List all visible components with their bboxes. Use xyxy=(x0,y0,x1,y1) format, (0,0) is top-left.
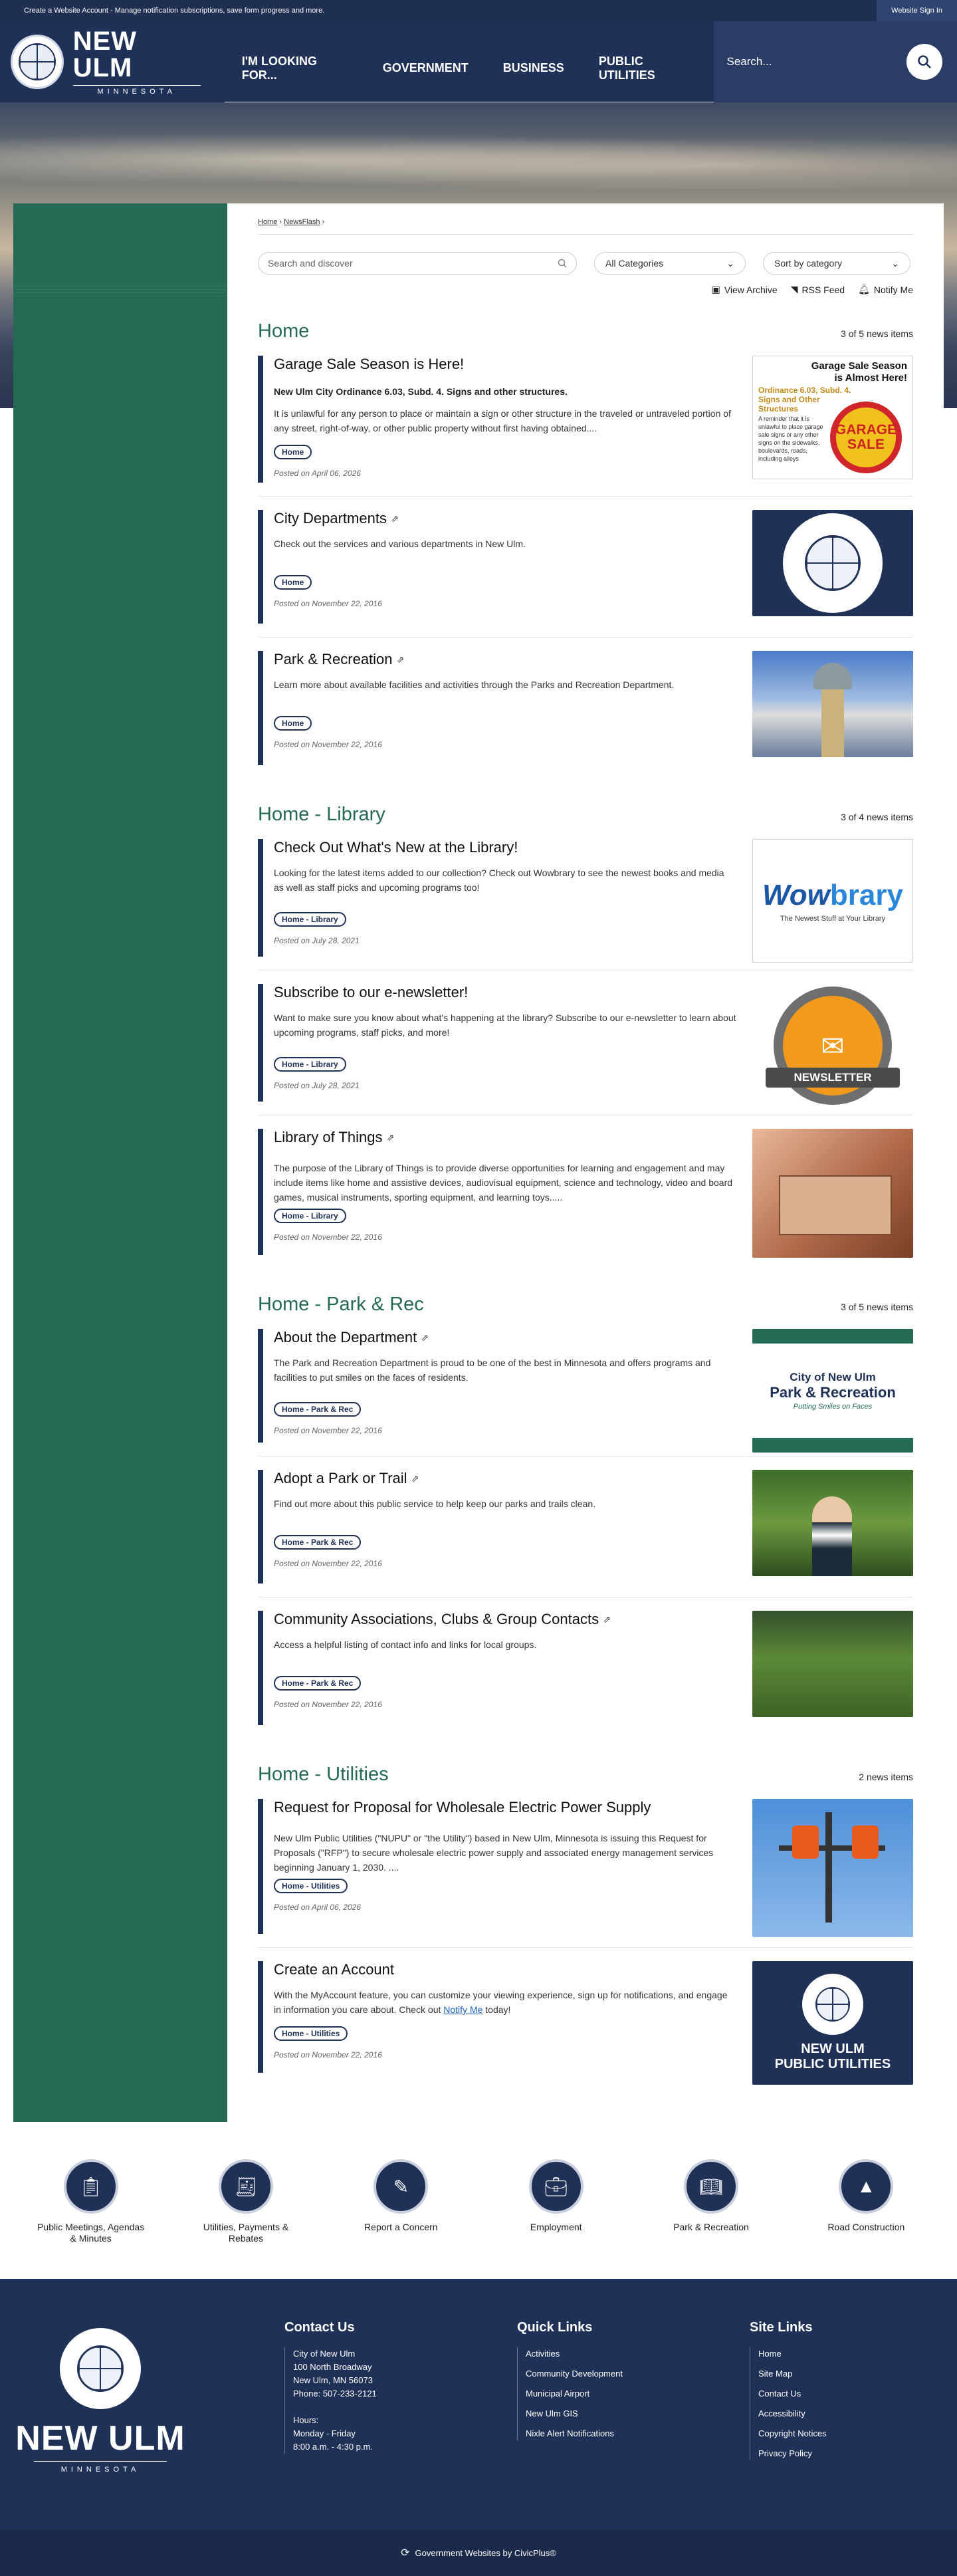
quick-link-employment[interactable] xyxy=(500,2159,613,2279)
book-icon: 📖︎ xyxy=(684,2159,738,2214)
posted-date: Posted on November 22, 2016 xyxy=(274,2050,382,2059)
footer-site-links xyxy=(750,2320,827,2467)
list-item xyxy=(258,1470,913,1597)
filters xyxy=(258,252,913,275)
list-item xyxy=(258,1329,913,1457)
thumb-ordinance: Ordinance 6.03, Subd. 4. Signs and Other Structures xyxy=(758,386,851,413)
search-button[interactable] xyxy=(906,44,942,80)
list-item xyxy=(258,651,913,778)
news-thumbnail[interactable] xyxy=(752,1799,913,1937)
list-item xyxy=(258,356,913,497)
footer-link[interactable]: Nixle Alert Notifications xyxy=(526,2428,614,2438)
news-subtitle: New Ulm City Ordinance 6.03, Subd. 4. Signs and other structures. xyxy=(274,386,568,397)
news-tools xyxy=(258,284,913,295)
section-count: 3 of 5 news items xyxy=(841,328,913,339)
search-icon xyxy=(917,55,932,69)
category-tag[interactable]: Home - Utilities xyxy=(274,2026,348,2041)
chevron-down-icon: ⌄ xyxy=(891,257,899,269)
posted-date: Posted on April 06, 2026 xyxy=(274,1903,361,1912)
news-description: Looking for the latest items added to our collection? Check out Wowbrary to see the newest books and media as well as staff picks and upcoming programs too! xyxy=(274,868,724,893)
posted-date: Posted on April 06, 2026 xyxy=(274,469,361,478)
quick-link-park-rec[interactable] xyxy=(655,2159,768,2279)
section-title[interactable]: Home - Utilities xyxy=(258,1764,389,1785)
posted-date: Posted on November 22, 2016 xyxy=(274,1426,382,1435)
rss-feed-label: RSS Feed xyxy=(801,284,845,295)
news-description: The Park and Recreation Department is proud to be one of the best in Minnesota and offers programs and facilities to put smiles on the faces of residents. xyxy=(274,1357,711,1383)
footer-link[interactable]: Site Map xyxy=(758,2369,793,2379)
chat-icon: ✎ xyxy=(373,2159,428,2214)
park-rec-logo-line1: City of New Ulm xyxy=(790,1371,876,1383)
wowbrary-logo xyxy=(762,879,903,912)
footer-link[interactable]: Accessibility xyxy=(758,2408,805,2418)
quick-link-utilities[interactable] xyxy=(189,2159,302,2279)
category-select[interactable] xyxy=(594,252,746,275)
news-thumbnail[interactable] xyxy=(752,1611,913,1717)
newsletter-label: NEWSLETTER xyxy=(766,1068,900,1088)
footer-contact xyxy=(284,2320,377,2454)
list-item xyxy=(258,839,913,971)
news-search-placeholder: Search and discover xyxy=(268,258,353,269)
news-title-link[interactable]: Community Associations, Clubs & Group Contacts xyxy=(274,1611,599,1627)
notify-me-link[interactable] xyxy=(858,284,913,295)
footer-logo-title: NEW ULM xyxy=(15,2419,185,2458)
news-thumbnail[interactable] xyxy=(752,984,913,1108)
sort-select-value: Sort by category xyxy=(774,258,842,269)
posted-date: Posted on November 22, 2016 xyxy=(274,1232,382,1242)
news-title-link[interactable]: Adopt a Park or Trail xyxy=(274,1470,407,1486)
news-title-link[interactable]: Library of Things xyxy=(274,1129,383,1145)
footer-link[interactable]: Privacy Policy xyxy=(758,2448,812,2458)
news-title-link[interactable]: Create an Account xyxy=(274,1961,395,1978)
city-seal-icon xyxy=(60,2328,141,2409)
list-item xyxy=(258,510,913,638)
city-seal-icon xyxy=(11,35,64,89)
city-seal-icon xyxy=(783,513,883,613)
section-title[interactable]: Home xyxy=(258,320,310,342)
rss-feed-link[interactable] xyxy=(791,284,845,295)
city-seal-icon xyxy=(802,1974,863,2035)
envelope-icon: ✉ xyxy=(783,996,883,1096)
view-archive-link[interactable] xyxy=(712,284,778,295)
news-thumbnail[interactable] xyxy=(752,510,913,616)
posted-date: Posted on November 22, 2016 xyxy=(274,599,382,608)
news-description: The purpose of the Library of Things is to provide diverse opportunities for learning and engagement and may include items like home and assistive devices, audiovisual equipment, science and technology, video and board games, musical instruments, sporting equipment, and learning toys..... xyxy=(274,1163,733,1203)
news-title-link[interactable]: Request for Proposal for Wholesale Electric Power Supply xyxy=(274,1799,651,1815)
category-tag[interactable]: Home - Park & Rec xyxy=(274,1535,361,1550)
left-sidebar xyxy=(13,203,227,2122)
quick-link-label: Utilities, Payments & Rebates xyxy=(203,2222,289,2244)
external-link-icon: ⇗ xyxy=(390,513,399,524)
desc-text-before: With the MyAccount feature, you can customize your viewing experience, sign up for notifications, and engage in information you care about. Check out xyxy=(274,1990,728,2015)
news-title-link[interactable]: About the Department xyxy=(274,1329,417,1346)
quick-link-label: Park & Recreation xyxy=(673,2222,749,2232)
breadcrumb-newsflash[interactable]: NewsFlash xyxy=(284,218,320,226)
quick-link-label: Report a Concern xyxy=(364,2222,438,2232)
category-tag[interactable]: Home xyxy=(274,575,312,590)
posted-date: Posted on November 22, 2016 xyxy=(274,1700,382,1709)
category-select-value: All Categories xyxy=(605,258,664,269)
section-count: 2 news items xyxy=(859,1772,913,1782)
news-thumbnail[interactable] xyxy=(752,1129,913,1258)
bell-icon: 🔔︎ xyxy=(858,284,870,294)
footer-quick-links xyxy=(517,2320,623,2447)
category-tag[interactable]: Home xyxy=(274,445,312,459)
nav-business[interactable]: BUSINESS xyxy=(486,35,582,102)
vendor-credit xyxy=(0,2529,957,2576)
news-title-link[interactable]: Subscribe to our e-newsletter! xyxy=(274,984,469,1000)
category-tag[interactable]: Home - Library xyxy=(274,1209,346,1223)
section-library xyxy=(258,804,913,826)
list-item xyxy=(258,1961,913,2086)
wowbrary-wordmark-a: Wow xyxy=(762,879,830,911)
section-count: 3 of 5 news items xyxy=(841,1302,913,1312)
view-archive-label: View Archive xyxy=(724,284,778,295)
cone-icon: ▲ xyxy=(839,2159,893,2214)
category-tag[interactable]: Home - Utilities xyxy=(274,1879,348,1893)
nav-looking-for[interactable]: I'M LOOKING FOR... xyxy=(225,35,366,102)
logo-subtitle: MINNESOTA xyxy=(73,85,201,96)
hours-line: Monday - Friday xyxy=(293,2428,356,2438)
notify-me-inline-link[interactable]: Notify Me xyxy=(443,2004,483,2015)
quick-link-label: Employment xyxy=(530,2222,582,2232)
contact-line: New Ulm, MN 56073 xyxy=(293,2375,373,2385)
list-item xyxy=(258,984,913,1115)
civicplus-icon: ⟳ xyxy=(401,2547,410,2559)
footer-link[interactable]: Community Development xyxy=(526,2369,623,2379)
section-title[interactable]: Home - Library xyxy=(258,804,385,825)
news-description: Check out the services and various departments in New Ulm. xyxy=(274,538,526,549)
external-link-icon: ⇗ xyxy=(386,1131,395,1143)
site-footer xyxy=(0,2279,957,2529)
contact-phone[interactable]: Phone: 507-233-2121 xyxy=(293,2389,377,2399)
section-utilities xyxy=(258,1764,913,1786)
news-description: New Ulm Public Utilities ("NUPU" or "the Utility") based in New Ulm, Minnesota is issuing this Request for Proposals ("RFP") to secure wholesale electric power supply and associated energy management services beginning January 1, 2030. .... xyxy=(274,1833,714,1873)
news-thumbnail[interactable] xyxy=(752,1961,913,2085)
hours-line: 8:00 a.m. - 4:30 p.m. xyxy=(293,2442,373,2452)
chevron-down-icon: ⌄ xyxy=(726,257,734,269)
footer-heading: Contact Us xyxy=(284,2320,355,2335)
search-icon xyxy=(558,259,567,268)
section-count: 3 of 4 news items xyxy=(841,812,913,822)
breadcrumb-home[interactable]: Home xyxy=(258,218,278,226)
wowbrary-wordmark-b: brary xyxy=(829,879,903,911)
newsflash-content xyxy=(227,203,944,2122)
desc-text-after: today! xyxy=(482,2004,511,2015)
news-description: Find out more about this public service to help keep our parks and trails clean. xyxy=(274,1498,596,1509)
thumb-heading: Garage Sale Season is Almost Here! xyxy=(811,360,907,384)
thumb-body: A reminder that it is unlawful to place garage sale signs or any other signs on the sidewalks, boulevards, roads, including alleys xyxy=(758,415,823,462)
posted-date: Posted on November 22, 2016 xyxy=(274,740,382,749)
sign-in-button[interactable]: Website Sign In xyxy=(877,0,957,21)
posted-date: Posted on July 28, 2021 xyxy=(274,936,360,945)
section-park-rec xyxy=(258,1294,913,1316)
news-search-input[interactable] xyxy=(258,252,577,275)
quick-links-bar xyxy=(0,2122,957,2279)
sort-select[interactable] xyxy=(763,252,910,275)
site-header xyxy=(0,21,957,102)
footer-link[interactable]: Copyright Notices xyxy=(758,2428,827,2438)
external-link-icon: ⇗ xyxy=(421,1332,429,1343)
account-topbar xyxy=(0,0,957,21)
list-item xyxy=(258,1611,913,1738)
external-link-icon: ⇗ xyxy=(396,653,405,665)
news-thumbnail[interactable] xyxy=(752,1329,913,1453)
quick-link-label: Public Meetings, Agendas & Minutes xyxy=(37,2222,145,2244)
site-search-input[interactable]: Search... xyxy=(726,55,772,68)
news-title-link[interactable]: City Departments xyxy=(274,510,387,527)
park-rec-logo-line2: Park & Recreation xyxy=(770,1384,896,1401)
site-logo[interactable] xyxy=(11,28,201,96)
main-nav xyxy=(225,21,714,102)
news-title-link[interactable]: Park & Recreation xyxy=(274,651,393,667)
posted-date: Posted on July 28, 2021 xyxy=(274,1081,360,1090)
breadcrumb: Home › NewsFlash › xyxy=(258,218,913,235)
news-thumbnail[interactable] xyxy=(752,839,913,963)
footer-logo-subtitle: MINNESOTA xyxy=(34,2461,167,2474)
utilities-logo-line1: NEW ULM xyxy=(801,2042,865,2056)
park-rec-logo-tagline: Putting Smiles on Faces xyxy=(793,1403,873,1411)
footer-heading: Site Links xyxy=(750,2320,813,2335)
account-message[interactable]: Create a Website Account - Manage notification subscriptions, save form progress and more. xyxy=(24,7,325,15)
news-thumbnail[interactable] xyxy=(752,1470,913,1576)
news-description: Want to make sure you know about what's happening at the library? Subscribe to our e-newsletter to learn about upcoming programs, staff picks, and more! xyxy=(274,1012,736,1038)
news-description: Learn more about available facilities and activities through the Parks and Recreation Department. xyxy=(274,679,675,690)
external-link-icon: ⇗ xyxy=(411,1472,419,1484)
footer-logo[interactable] xyxy=(13,2328,187,2474)
news-description: Access a helpful listing of contact info and links for local groups. xyxy=(274,1639,537,1650)
external-link-icon: ⇗ xyxy=(603,1613,611,1625)
quick-link-label: Road Construction xyxy=(827,2222,905,2232)
footer-link[interactable]: Municipal Airport xyxy=(526,2389,590,2399)
category-tag[interactable]: Home - Park & Rec xyxy=(274,1676,361,1691)
nav-government[interactable]: GOVERNMENT xyxy=(366,35,486,102)
category-tag[interactable]: Home xyxy=(274,716,312,731)
category-tag[interactable]: Home - Library xyxy=(274,912,346,927)
news-description: It is unlawful for any person to place or maintain a sign or other structure in the traveled or untraveled portion of any street, right-of-way, or other public property without first having obtained.... xyxy=(274,408,731,433)
briefcase-icon: 💼︎ xyxy=(529,2159,584,2214)
hours-label: Hours: xyxy=(293,2415,319,2425)
footer-link[interactable]: New Ulm GIS xyxy=(526,2408,578,2418)
footer-link[interactable]: Contact Us xyxy=(758,2389,801,2399)
posted-date: Posted on November 22, 2016 xyxy=(274,1559,382,1568)
footer-heading: Quick Links xyxy=(517,2320,593,2335)
news-thumbnail[interactable] xyxy=(752,651,913,757)
civicplus-link[interactable]: Government Websites by CivicPlus® xyxy=(415,2547,556,2558)
clipboard-icon: 📋︎ xyxy=(64,2159,118,2214)
logo-title: NEW ULM xyxy=(72,27,138,82)
notify-me-label: Notify Me xyxy=(873,284,913,295)
quick-link-public-meetings[interactable] xyxy=(35,2159,148,2279)
section-title[interactable]: Home - Park & Rec xyxy=(258,1294,424,1315)
wowbrary-tagline: The Newest Stuff at Your Library xyxy=(780,915,886,923)
footer-link[interactable]: Home xyxy=(758,2349,782,2359)
nav-public-utilities[interactable]: PUBLIC UTILITIES xyxy=(582,35,714,102)
category-tag[interactable]: Home - Library xyxy=(274,1057,346,1072)
quick-link-report-concern[interactable] xyxy=(344,2159,457,2279)
section-home xyxy=(258,320,913,342)
site-search xyxy=(714,21,957,102)
news-thumbnail[interactable] xyxy=(752,356,913,479)
list-item xyxy=(258,1799,913,1948)
garage-sale-badge: GARAGE SALE xyxy=(830,402,902,473)
news-title-link[interactable]: Garage Sale Season is Here! xyxy=(274,356,465,372)
archive-icon: ▣ xyxy=(711,284,720,294)
news-title-link[interactable]: Check Out What's New at the Library! xyxy=(274,839,518,856)
contact-line: 100 North Broadway xyxy=(293,2362,372,2372)
utilities-logo-line2: PUBLIC UTILITIES xyxy=(774,2057,891,2071)
rss-icon: ◥ xyxy=(790,284,798,294)
receipt-icon: 🧾︎ xyxy=(219,2159,273,2214)
quick-link-road-construction[interactable] xyxy=(809,2159,922,2279)
footer-link[interactable]: Activities xyxy=(526,2349,560,2359)
contact-line: City of New Ulm xyxy=(293,2349,356,2359)
news-description xyxy=(274,1988,736,2017)
category-tag[interactable]: Home - Park & Rec xyxy=(274,1402,361,1417)
list-item xyxy=(258,1129,913,1268)
